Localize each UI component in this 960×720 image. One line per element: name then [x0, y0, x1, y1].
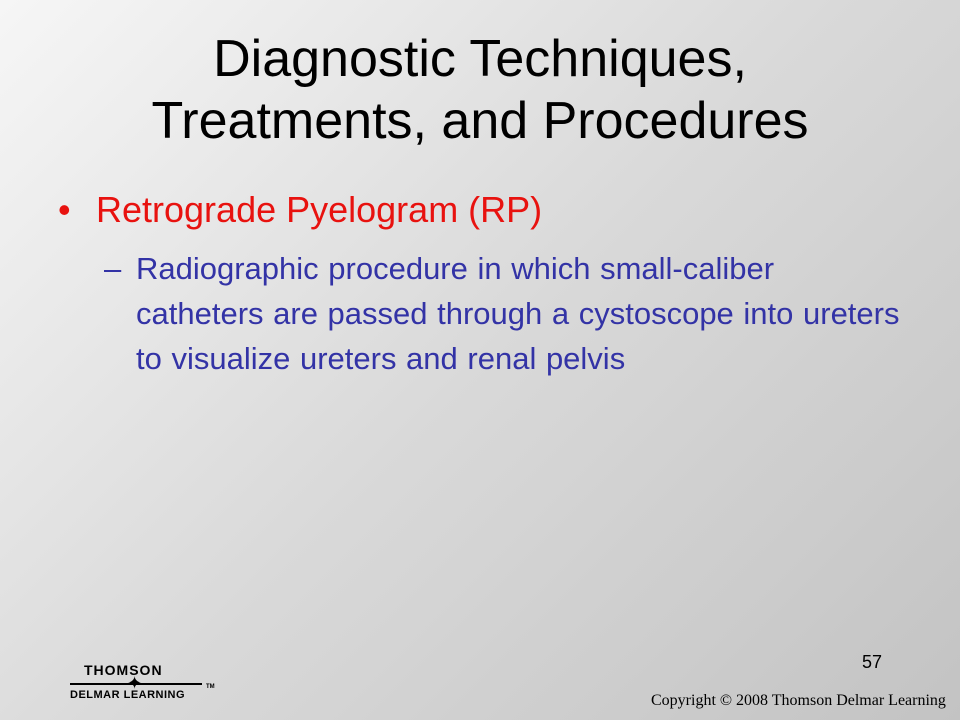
thomson-delmar-logo	[70, 662, 220, 708]
bullet-text: Retrograde Pyelogram (RP)	[96, 189, 543, 230]
star-icon: ✦	[127, 673, 143, 693]
title-line-1: Diagnostic Techniques,	[213, 30, 747, 88]
logo-top-text: THOMSON	[84, 662, 163, 678]
slide-title	[60, 28, 900, 152]
page-number: 57	[862, 652, 883, 672]
trademark-mark: TM	[206, 684, 215, 690]
title-line-2: Treatments, and Procedures	[151, 92, 809, 150]
bullet-marker: •	[58, 189, 71, 230]
copyright-notice: Copyright © 2008 Thomson Delmar Learning	[651, 692, 946, 709]
sub-bullet-marker: –	[104, 251, 122, 286]
sub-bullet-text: Radiographic procedure in which small-caliber catheters are passed through a cystoscope into ureters to visualize ureters and renal pelvis	[136, 251, 900, 376]
logo-bottom-text: DELMAR LEARNING	[70, 689, 186, 701]
